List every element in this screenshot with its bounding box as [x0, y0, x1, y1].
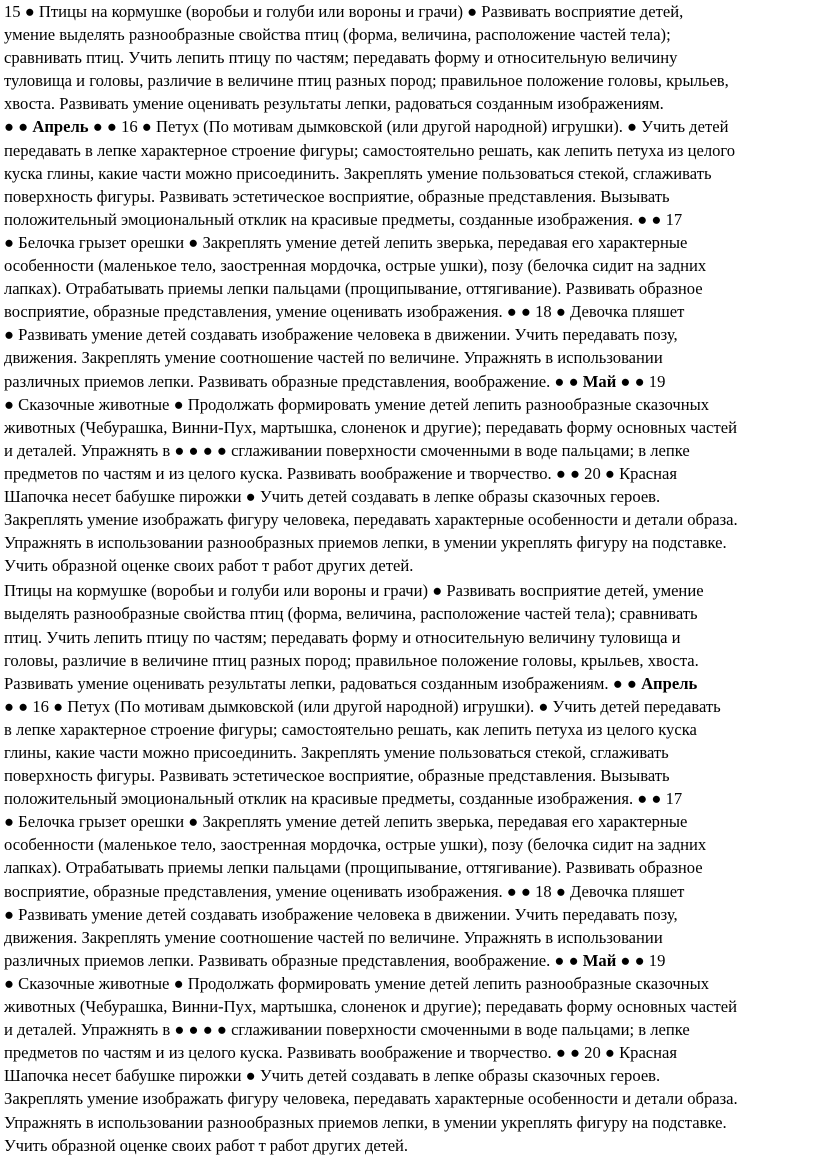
- text-line: Шапочка несет бабушке пирожки ● Учить детей создавать в лепке образы сказочных героев.: [4, 486, 661, 506]
- text-line: предметов по частям и из целого куска. Развивать воображение и творчество. ● ● 20 ● Красная: [4, 1043, 678, 1063]
- text-line: Закреплять умение изображать фигуру человека, передавать характерные особенности и детали образа.: [4, 1089, 738, 1109]
- text-line: животных (Чебурашка, Винни-Пух, мартышка, слоненок и другие); передавать форму основных частей: [4, 417, 737, 437]
- text-line: и деталей. Упражнять в ● ● ● ● сглаживании поверхности смоченными в воде пальцами; в лепке: [4, 1020, 690, 1040]
- text-line: предметов по частям и из целого куска. Развивать воображение и творчество. ● ● 20 ● Красная: [4, 463, 678, 483]
- text-line: Учить образной оценке своих работ т работ других детей.: [4, 556, 414, 576]
- text-line: ● Сказочные животные ● Продолжать формировать умение детей лепить разнообразные сказочных: [4, 973, 710, 993]
- text-line: в лепке характерное строение фигуры; самостоятельно решать, как лепить петуха из целого куска: [4, 719, 697, 739]
- text-line: поверхность фигуры. Развивать эстетическое восприятие, образные представления. Вызывать: [4, 766, 670, 786]
- text-line: движения. Закреплять умение соотношение частей по величине. Упражнять в использовании: [4, 927, 663, 947]
- text-line: умение выделять разнообразные свойства птиц (форма, величина, расположение частей тела);: [4, 25, 671, 45]
- text-line: ● Развивать умение детей создавать изображение человека в движении. Учить передавать позу,: [4, 325, 678, 345]
- text-line: сравнивать птиц. Учить лепить птицу по частям; передавать форму и относительную величину: [4, 48, 678, 68]
- text-line: восприятие, образные представления, умение оценивать изображения. ● ● 18 ● Девочка пляшет: [4, 302, 685, 322]
- text-line: ● ● 16 ● Петух (По мотивам дымковской (или другой народной) игрушки). ● Учить детей передавать: [4, 696, 721, 716]
- text-line: Птицы на кормушке (воробьи и голуби или вороны и грачи) ● Развивать восприятие детей, умение: [4, 581, 704, 601]
- text-line: птиц. Учить лепить птицу по частям; передавать форму и относительную величину туловища и: [4, 627, 681, 647]
- text-line: особенности (маленькое тело, заостренная мордочка, острые ушки), позу (белочка сидит на задних: [4, 256, 707, 276]
- text-line: различных приемов лепки. Развивать образные представления, воображение. ● ● Май ● ● 19: [4, 950, 666, 970]
- text-line: ● Сказочные животные ● Продолжать формировать умение детей лепить разнообразные сказочных: [4, 394, 710, 414]
- text-line: Упражнять в использовании разнообразных приемов лепки, в умении укреплять фигуру на подставке.: [4, 1112, 727, 1132]
- text-line: выделять разнообразные свойства птиц (форма, величина, расположение частей тела); сравнивать: [4, 604, 698, 624]
- text-line: туловища и головы, различие в величине птиц разных пород; правильное положение головы, крыльев,: [4, 71, 729, 91]
- text-line: Учить образной оценке своих работ т работ других детей.: [4, 1135, 408, 1155]
- text-line: ● ● Апрель ● ● 16 ● Петух (По мотивам дымковской (или другой народной) игрушки). ● Учить детей: [4, 117, 729, 137]
- text-line: лапках). Отрабатывать приемы лепки пальцами (прощипывание, оттягивание). Развивать образное: [4, 858, 703, 878]
- text-line: куска глины, какие части можно присоединить. Закреплять умение пользоваться стекой, сглаживать: [4, 163, 712, 183]
- text-line: поверхность фигуры. Развивать эстетическое восприятие, образные представления. Вызывать: [4, 186, 670, 206]
- text-line: головы, различие в величине птиц разных пород; правильное положение головы, крыльев, хвоста.: [4, 650, 699, 670]
- text-line: особенности (маленькое тело, заостренная мордочка, острые ушки), позу (белочка сидит на задних: [4, 835, 707, 855]
- text-line: движения. Закреплять умение соотношение частей по величине. Упражнять в использовании: [4, 348, 663, 368]
- text-line: и деталей. Упражнять в ● ● ● ● сглаживании поверхности смоченными в воде пальцами; в лепке: [4, 440, 690, 460]
- text-line: лапках). Отрабатывать приемы лепки пальцами (прощипывание, оттягивание). Развивать образное: [4, 279, 703, 299]
- text-line: Упражнять в использовании разнообразных приемов лепки, в умении укреплять фигуру на подставке.: [4, 533, 727, 553]
- text-line: Закреплять умение изображать фигуру человека, передавать характерные особенности и детали образа.: [4, 510, 738, 530]
- text-line: положительный эмоциональный отклик на красивые предметы, созданные изображения. ● ● 17: [4, 209, 683, 229]
- text-line: ● Белочка грызет орешки ● Закреплять умение детей лепить зверька, передавая его характерные: [4, 812, 688, 832]
- text-line: ● Белочка грызет орешки ● Закреплять умение детей лепить зверька, передавая его характерные: [4, 232, 688, 252]
- text-line: хвоста. Развивать умение оценивать результаты лепки, радоваться созданным изображениям.: [4, 94, 664, 114]
- text-line: Шапочка несет бабушке пирожки ● Учить детей создавать в лепке образы сказочных героев.: [4, 1066, 661, 1086]
- text-line: глины, какие части можно присоединить. Закреплять умение пользоваться стекой, сглаживать: [4, 743, 669, 762]
- text-line: Развивать умение оценивать результаты лепки, радоваться созданным изображениям. ● ● Апрель: [4, 673, 698, 693]
- text-line: восприятие, образные представления, умение оценивать изображения. ● ● 18 ● Девочка пляшет: [4, 881, 685, 901]
- text-line: различных приемов лепки. Развивать образные представления, воображение. ● ● Май ● ● 19: [4, 371, 666, 391]
- text-line: 15 ● Птицы на кормушке (воробьи и голуби или вороны и грачи) ● Развивать восприятие детей,: [4, 2, 684, 21]
- text-line: животных (Чебурашка, Винни-Пух, мартышка, слоненок и другие); передавать форму основных частей: [4, 997, 737, 1017]
- text-line: передавать в лепке характерное строение фигуры; самостоятельно решать, как лепить петуха из целого: [4, 140, 736, 160]
- text-line: положительный эмоциональный отклик на красивые предметы, созданные изображения. ● ● 17: [4, 789, 683, 809]
- text-line: ● Развивать умение детей создавать изображение человека в движении. Учить передавать позу,: [4, 904, 678, 924]
